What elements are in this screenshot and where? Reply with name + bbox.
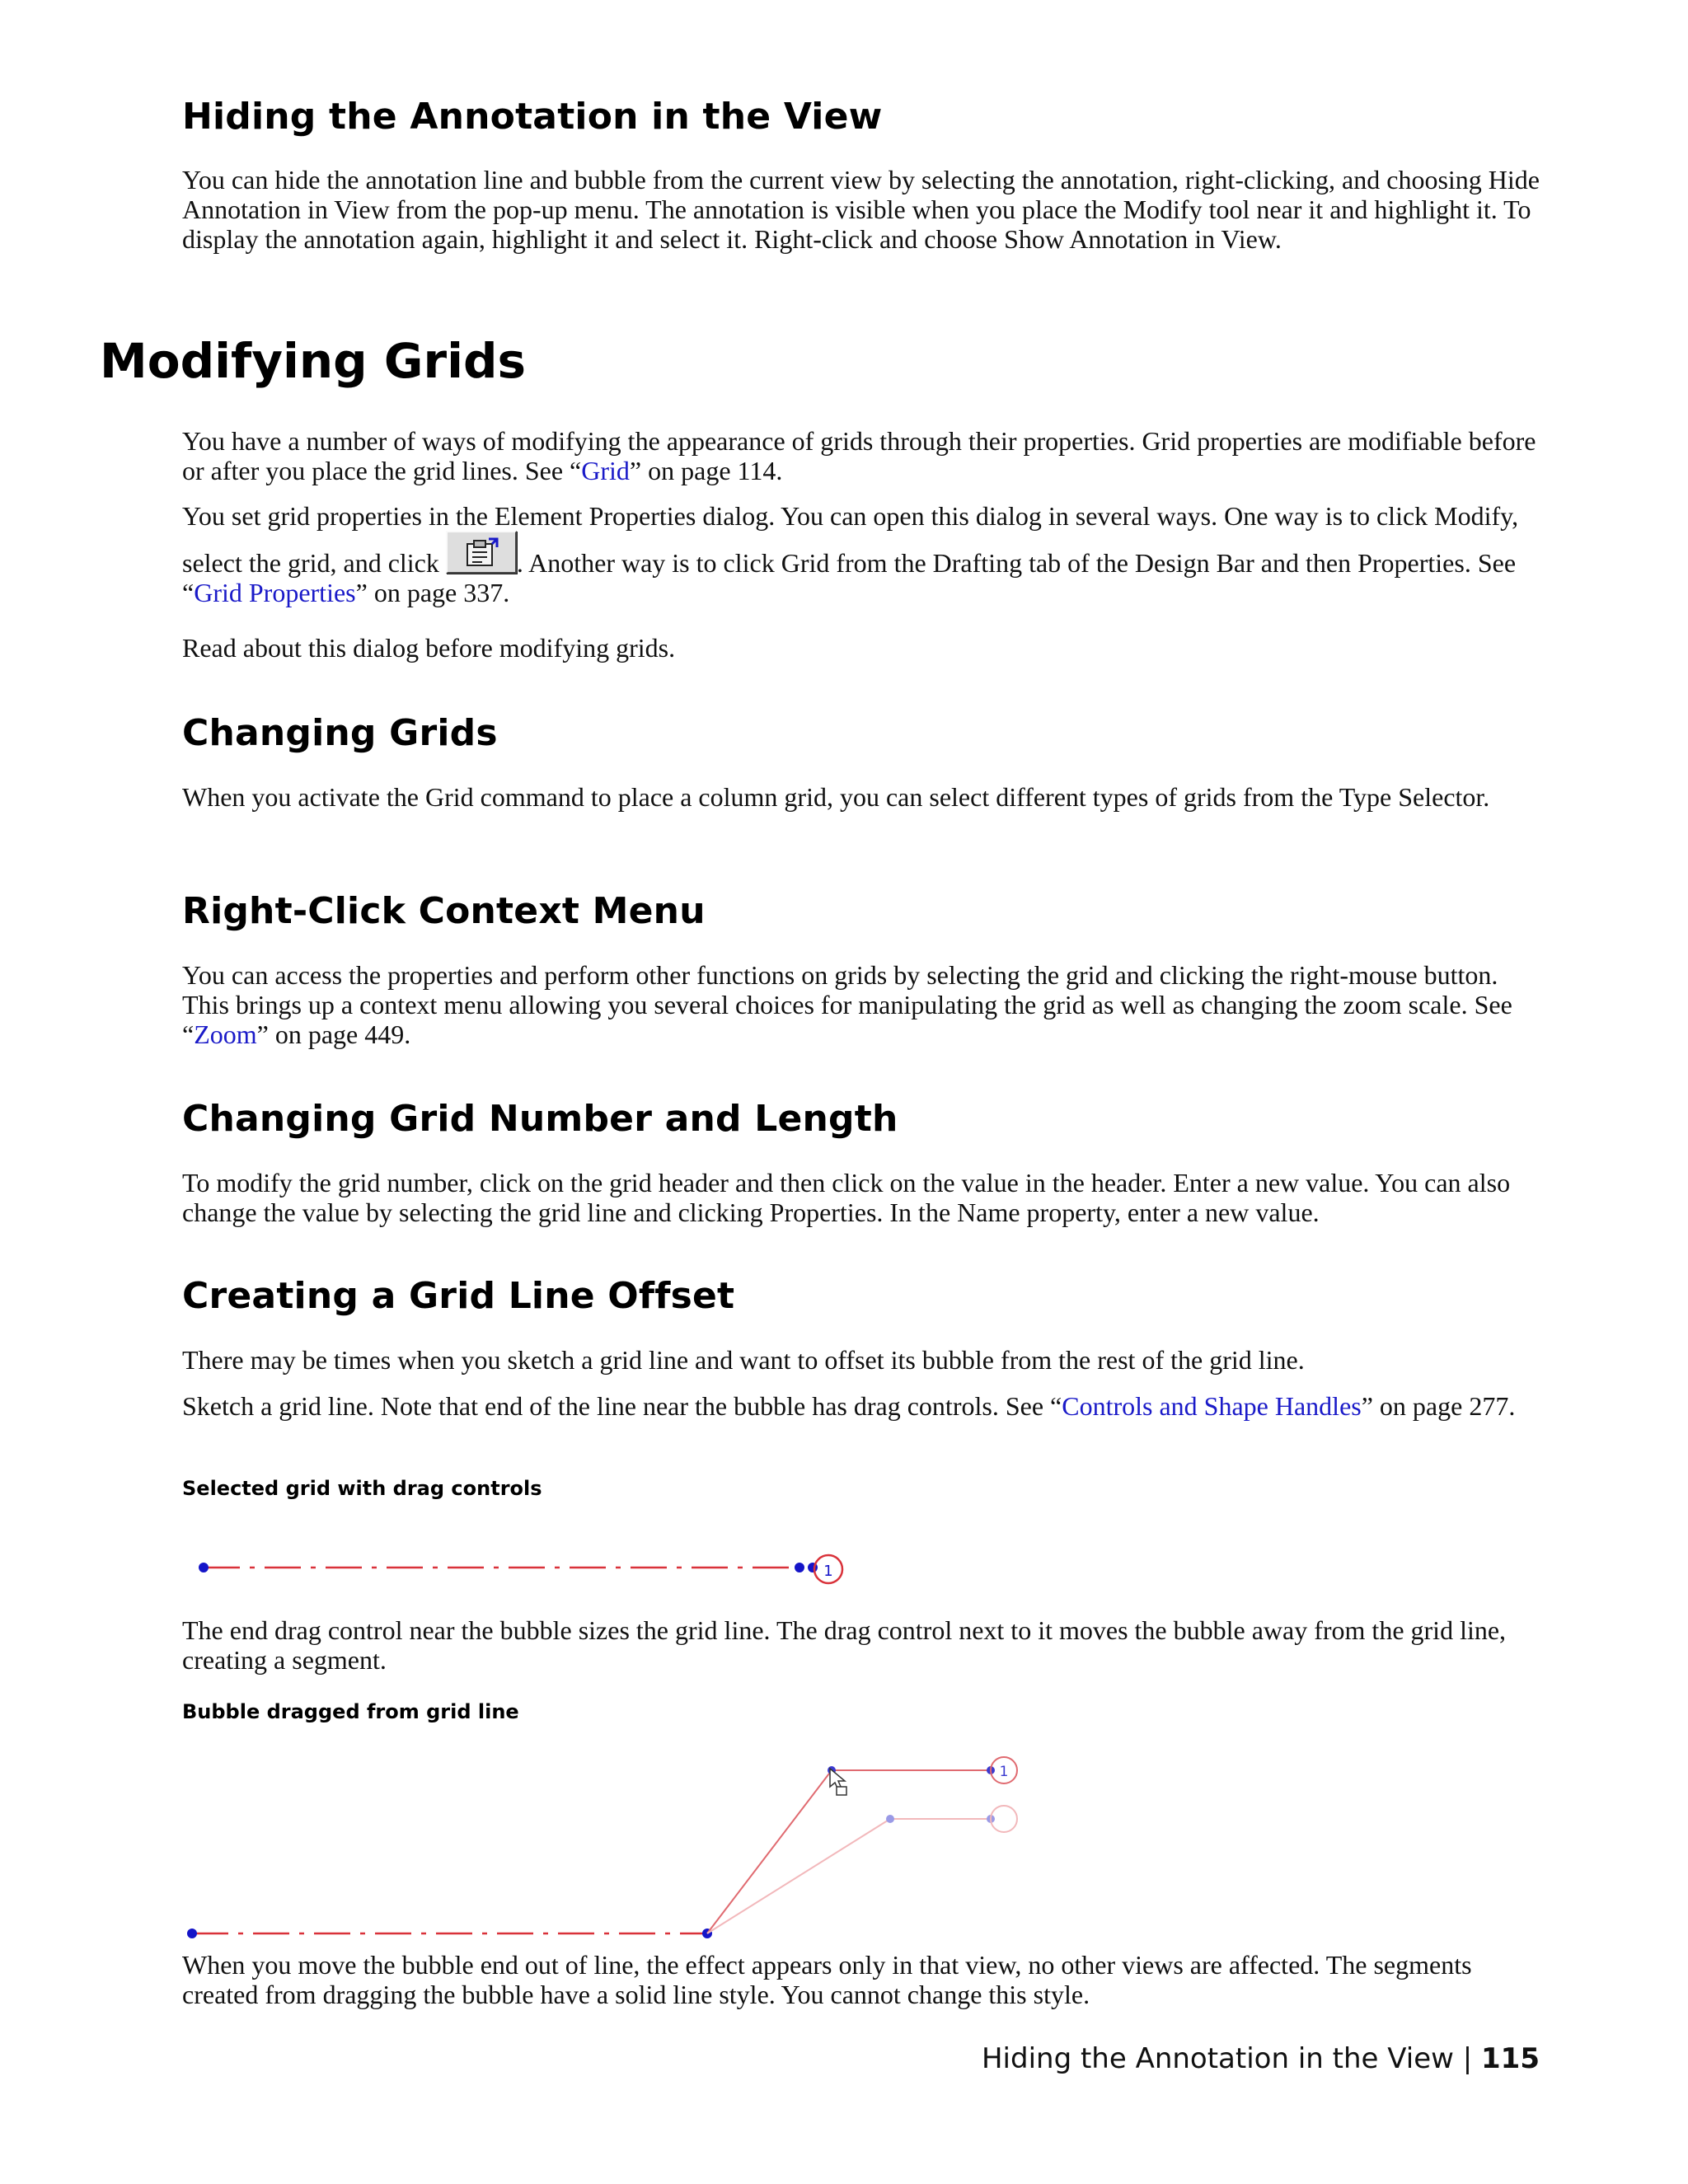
figure-caption-bubble-dragged: Bubble dragged from grid line <box>182 1700 519 1723</box>
figure-caption-selected-grid: Selected grid with drag controls <box>182 1477 542 1500</box>
drag-control-moved <box>828 1766 836 1774</box>
paragraph-changing-grids: When you activate the Grid command to place a column grid, you can select different types of grids from the Type Selector. <box>182 782 1490 812</box>
chapter-heading-modifying-grids: Modifying Grids <box>100 333 527 389</box>
grid-bubble-moved-label: 1 <box>999 1764 1009 1780</box>
section-heading-grid-offset: Creating a Grid Line Offset <box>182 1275 735 1317</box>
paragraph-hiding-annotation: You can hide the annotation line and bubble from the current view by selecting the annotation, right-clicking, and choosing Hide Annotation in View from the pop-up menu. The annotation is visible when you place the Modify tool near it and highlight it. To display the annotation again, highlight it and select it. Right-click and choose Show Annotation in View. <box>182 165 1540 254</box>
drag-control-start <box>199 1563 209 1572</box>
grid-bubble-label: 1 <box>823 1563 833 1580</box>
section-heading-grid-number: Changing Grid Number and Length <box>182 1098 898 1140</box>
paragraph-sketch-grid: Sketch a grid line. Note that end of the line near the bubble has drag controls. See “Controls and Shape Handles” on page 277. <box>182 1391 1516 1421</box>
link-zoom[interactable]: Zoom <box>194 1019 257 1049</box>
paragraph-read-dialog: Read about this dialog before modifying grids. <box>182 633 676 663</box>
drag-control-elbow <box>702 1929 712 1938</box>
footer-separator: | <box>1462 2042 1473 2075</box>
page-number: 115 <box>1481 2042 1540 2075</box>
drag-control-bubble <box>808 1563 818 1572</box>
element-properties-icon <box>446 531 517 574</box>
link-grid-properties[interactable]: Grid Properties <box>194 578 356 607</box>
drag-control-start-2 <box>187 1929 197 1938</box>
ghost-drag-control-bubble <box>987 1815 995 1823</box>
section-heading-context-menu: Right-Click Context Menu <box>182 890 706 932</box>
link-grid[interactable]: Grid <box>581 456 630 485</box>
ghost-grid-bubble <box>991 1806 1017 1832</box>
link-controls-shape-handles[interactable]: Controls and Shape Handles <box>1062 1391 1362 1421</box>
footer-title: Hiding the Annotation in the View <box>981 2042 1454 2075</box>
paragraph-grid-properties: You have a number of ways of modifying the appearance of grids through their properties. Grid properties are modifiable before or after you place the grid lines. See “Grid” on page 114. <box>182 426 1536 485</box>
ghost-drag-control <box>886 1815 894 1823</box>
paragraph-context-menu: You can access the properties and perform other functions on grids by selecting the grid and clicking the right-mouse button. This brings up a context menu allowing you several choices for manipulating the grid as well as changing the zoom scale. See “Zoom” on page 449. <box>182 960 1512 1049</box>
segment-diagonal <box>707 1770 832 1933</box>
grid-bubble-moved <box>991 1757 1017 1783</box>
section-heading-hiding-annotation: Hiding the Annotation in the View <box>182 96 883 138</box>
paragraph-grid-number: To modify the grid number, click on the grid header and then click on the value in the header. Enter a new value. You can also change the value by selecting the grid line and clicking Properties. In the Name property, enter a new value. <box>182 1168 1511 1227</box>
section-heading-changing-grids: Changing Grids <box>182 712 498 754</box>
grid-bubble <box>814 1555 842 1583</box>
ghost-segment-diagonal <box>707 1819 890 1933</box>
paragraph-bubble-out-of-line: When you move the bubble end out of line, the effect appears only in that view, no other views are affected. The segments created from dragging the bubble have a solid line style. You cannot change this style. <box>182 1950 1472 2009</box>
drag-control-bubble-moved <box>987 1766 995 1774</box>
page-footer <box>982 2042 1540 2075</box>
paragraph-end-drag-control: The end drag control near the bubble sizes the grid line. The drag control next to it moves the bubble away from the grid line, creating a segment. <box>182 1615 1507 1675</box>
paragraph-element-properties: You set grid properties in the Element Properties dialog. You can open this dialog in several ways. One way is to click Modify, select the grid, and click . Another way is to click Grid from the Drafting tab of the Design Bar and then Properties. See “Grid Properties” on page 337. <box>182 501 1519 607</box>
drag-control-end <box>795 1563 804 1572</box>
mouse-cursor-icon <box>830 1769 846 1795</box>
paragraph-offset-intro: There may be times when you sketch a grid line and want to offset its bubble from the rest of the grid line. <box>182 1345 1305 1375</box>
